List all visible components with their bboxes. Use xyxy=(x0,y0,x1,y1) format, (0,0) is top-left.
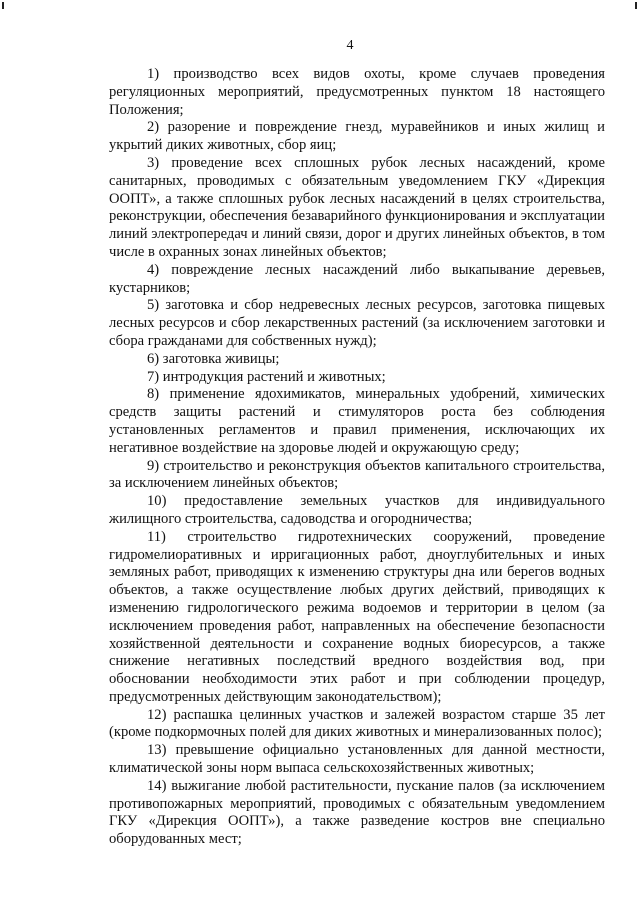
list-item-11: 11) строительство гидротехнических сооружений, проведение гидромелиоративных и ирригационных работ, дноуглубительных и иных земляных работ, приводящих к изменению структуры дна или берегов водных объектов, а также осуществление любых других действий, приводящих к изменению гидрологического режима водоемов и территории в целом (за исключением проведения работ, направленных на обеспечение безопасности хозяйственной деятельности и сохранение водных биоресурсов, а также снижение негативных последствий вредного воздействия вод, при обосновании необходимости этих работ и при соблюдении процедур, предусмотренных действующим законодательством); xyxy=(109,528,605,705)
list-item-14: 14) выжигание любой растительности, пускание палов (за исключением противопожарных мероприятий, проводимых с обязательным уведомлением ГКУ «Дирекция ООПТ»), а также разведение костров вне специально оборудованных мест; xyxy=(109,777,605,848)
list-item-7: 7) интродукция растений и животных; xyxy=(147,368,386,385)
list-item-1: 1) производство всех видов охоты, кроме случаев проведения регуляционных мероприятий, предусмотренных пунктом 18 настоящего Положения; xyxy=(109,66,605,118)
list-item-10: 10) предоставление земельных участков для индивидуального жилищного строительства, садоводства и огородничества; xyxy=(109,493,605,527)
scan-edge-mark-right xyxy=(635,2,637,9)
list-item-12: 12) распашка целинных участков и залежей возрастом старше 35 лет (кроме подкормочных полей для диких животных и минерализованных полос); xyxy=(109,706,605,741)
page-number: 4 xyxy=(346,38,354,53)
list-item-8: 8) применение ядохимикатов, минеральных удобрений, химических средств защиты растений и стимуляторов роста без соблюдения установленных регламентов и правил применения, исключающих их негативное воздействие на здоровье людей и окружающую среду; xyxy=(109,386,605,456)
list-item-5: 5) заготовка и сбор недревесных лесных ресурсов, заготовка пищевых лесных ресурсов и сбор лекарственных растений (за исключением заготовки и сбора гражданами для собственных нужд); xyxy=(109,297,605,349)
document-body xyxy=(109,66,605,849)
list-item-13: 13) превышение официально установленных для данной местности, климатической зоны норм выпаса сельскохозяйственных животных; xyxy=(109,742,605,777)
list-item-4: 4) повреждение лесных насаждений либо выкапывание деревьев, кустарников; xyxy=(109,261,605,296)
list-item-6: 6) заготовка живицы; xyxy=(147,350,280,367)
list-item-3: 3) проведение всех сплошных рубок лесных насаждений, кроме санитарных, проводимых с обязательным уведомлением ГКУ «Дирекция ООПТ», а также сплошных рубок лесных насаждений в целях строительства, реконструкции, обеспечения безаварийного функционирования и эксплуатации линий электропередач и линий связи, дорог и других линейных объектов, в том числе в охранных зонах линейных объектов; xyxy=(109,154,605,260)
list-item-9: 9) строительство и реконструкция объектов капитального строительства, за исключением линейных объектов; xyxy=(109,457,605,492)
scan-edge-mark-left xyxy=(2,2,4,9)
list-item-2: 2) разорение и повреждение гнезд, муравейников и иных жилищ и укрытий диких животных, сбор яиц; xyxy=(109,119,605,154)
